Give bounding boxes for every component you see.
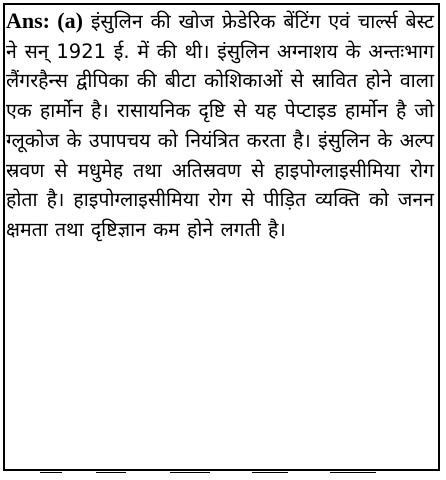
glyph-fragment xyxy=(96,472,126,473)
answer-text: इंसुलिन की खोज फ्रेडेरिक बेंटिंग एवं चार्ल्स बेस्ट ने सन् 1921 ई. में की थी। इंसुलिन अग्नाशय के अन्तःभाग लैंगरहैन्स द्वीपिका की बीटा कोशिकाओं से स्रावित होने वाला एक हार्मोन है। रासायनिक दृष्टि से यह पेप्टाइड हार्मोन है जो ग्लूकोज के उपापचय को नियंत्रित करता है। इंसुलिन के अल्प स्रवण से मधुमेह तथा अतिस्रवण से हाइपोग्लाइसीमिया रोग होता है। हाइपोग्लाइसीमिया रोग से पीड़ित व्यक्ति को जनन क्षमता तथा दृष्टिज्ञान कम होने लगती है। xyxy=(6,10,434,241)
glyph-fragment xyxy=(330,472,376,473)
answer-paragraph xyxy=(6,6,434,245)
answer-label: Ans: (a) xyxy=(6,8,83,33)
glyph-fragment xyxy=(252,472,288,473)
next-line-fragment xyxy=(0,472,446,480)
glyph-fragment xyxy=(170,472,210,473)
glyph-fragment xyxy=(40,472,62,473)
